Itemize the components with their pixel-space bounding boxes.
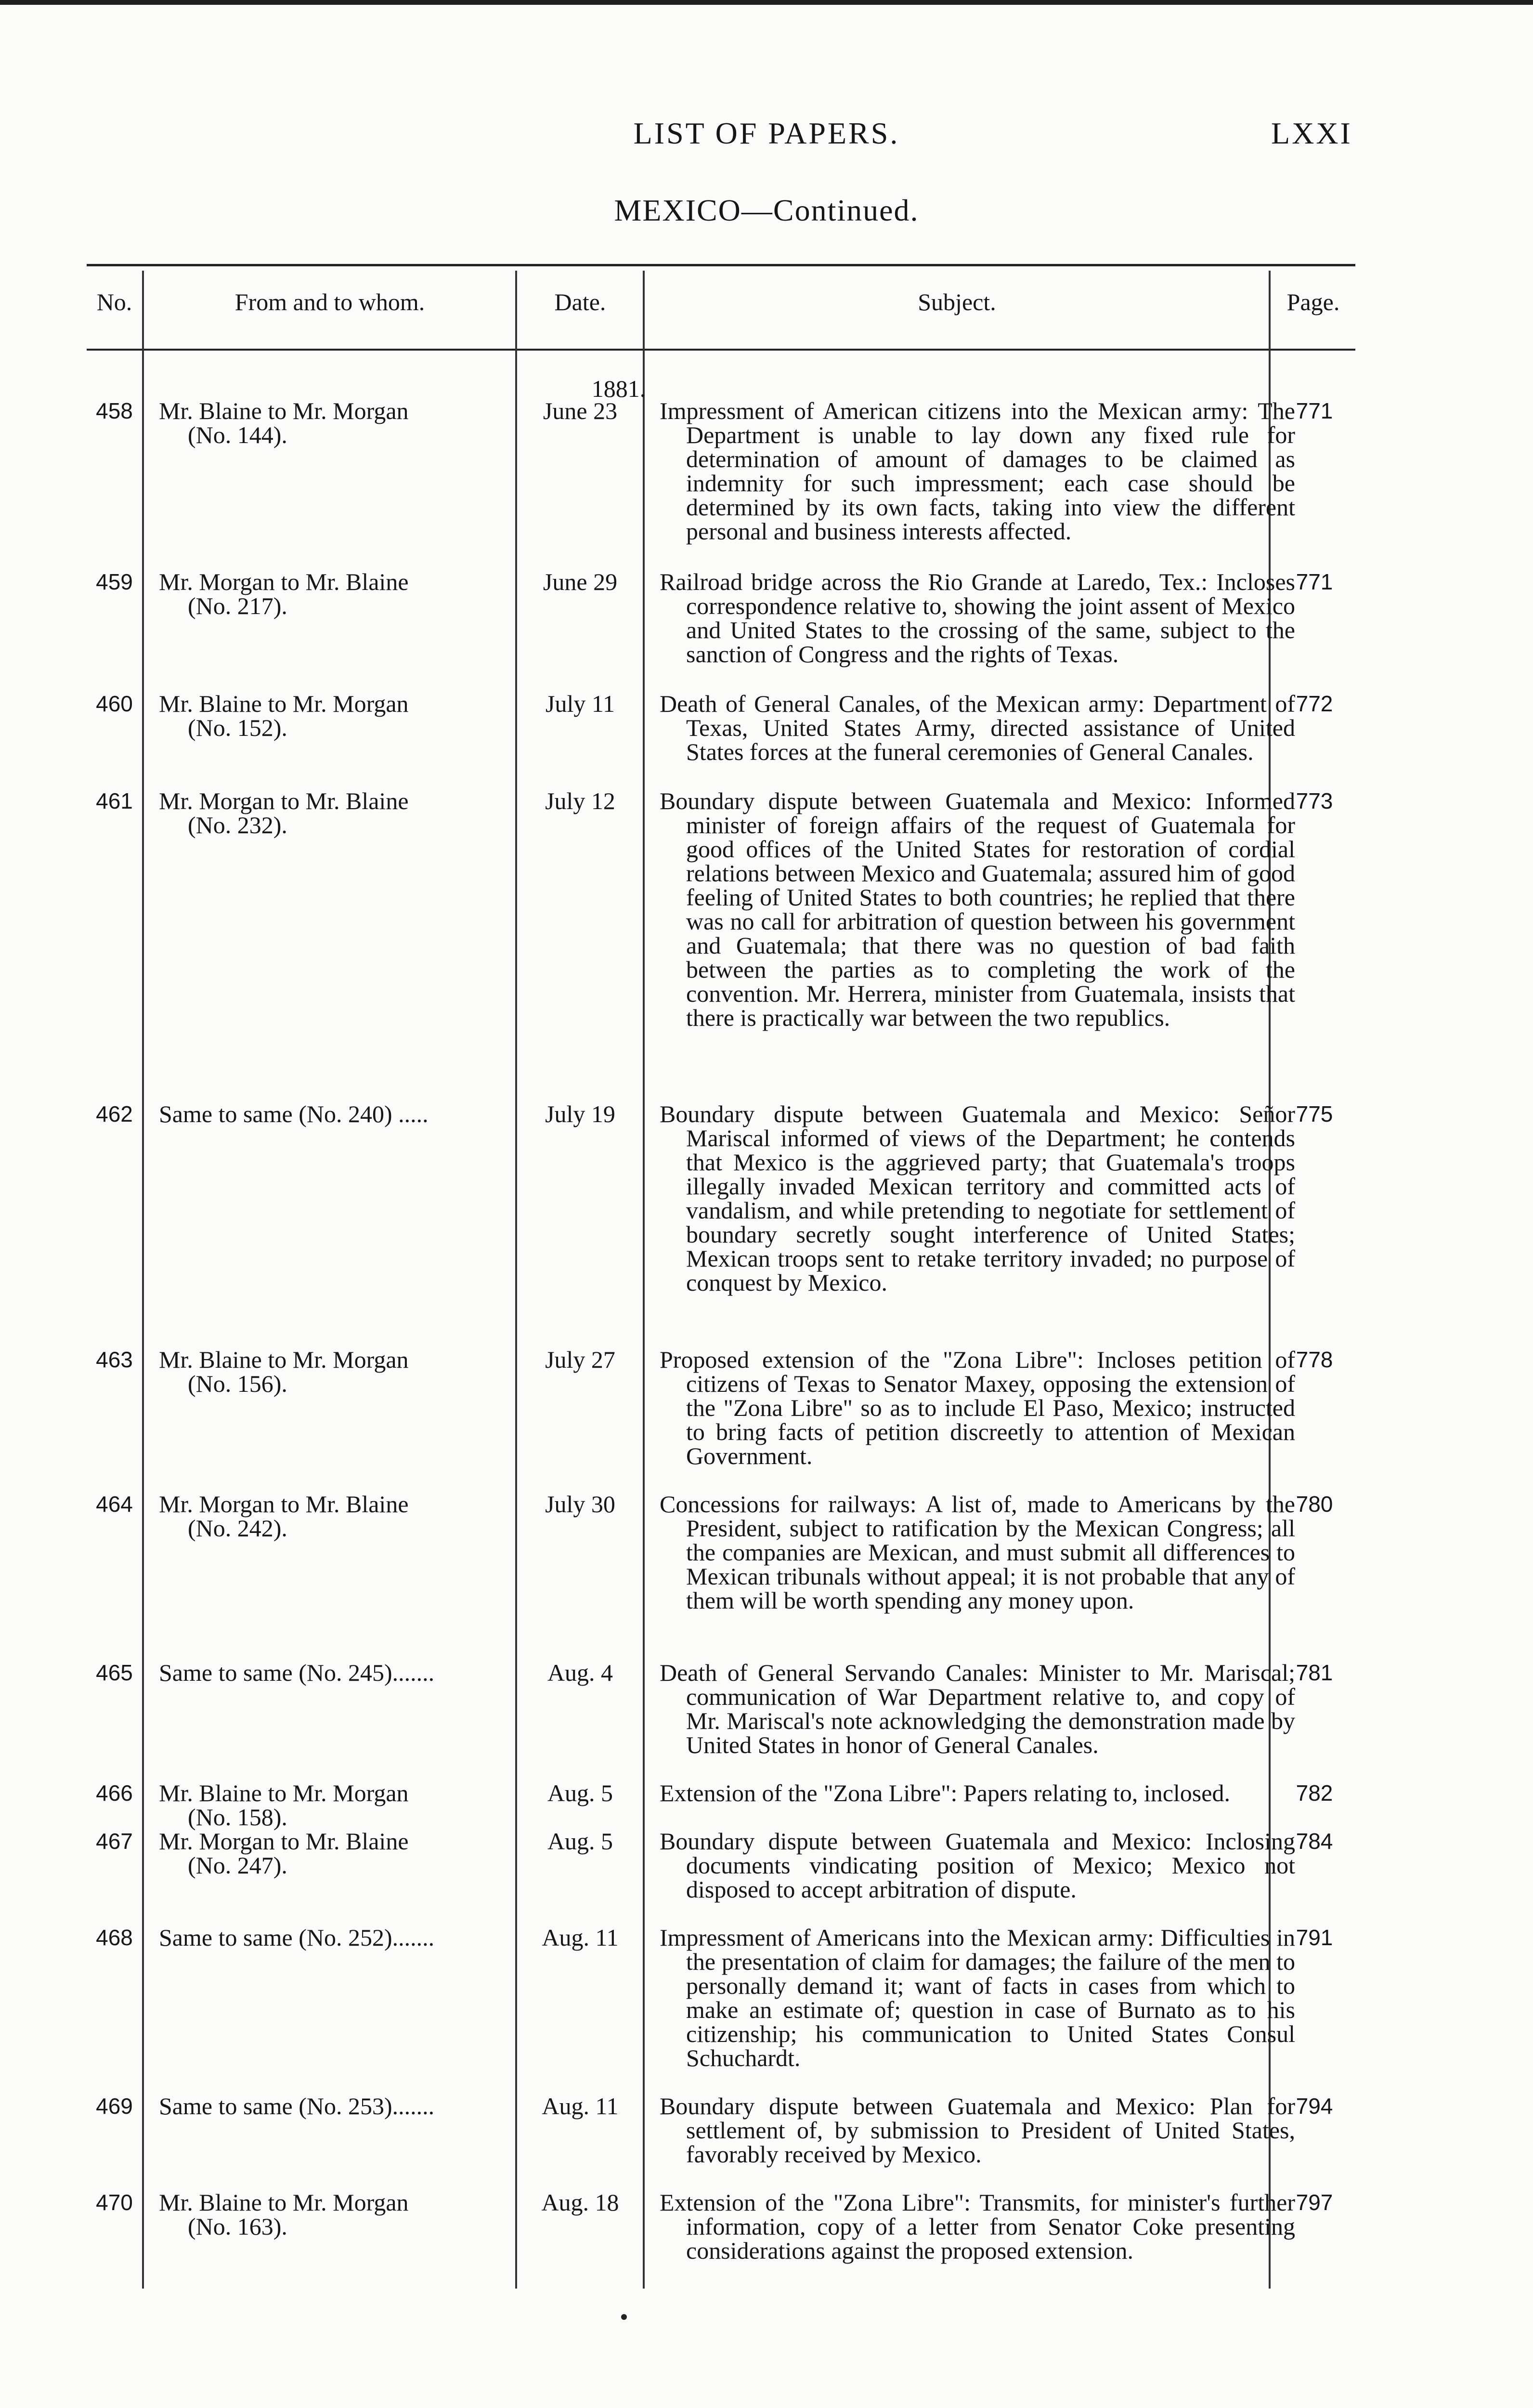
subject-cell: Concessions for railways: A list of, made to Americans by the President, subject to ratification by the Mexican Congress; all the companies are Mexican, and must submit all differences to Mexican tribunals without appeal; it is not probable that any of them will be worth spending any money upon. — [660, 1491, 1295, 1614]
despatch-number: (No. 152). — [188, 714, 287, 741]
paper-number: 467 — [96, 1829, 133, 1854]
paper-number: 458 — [96, 398, 133, 423]
from-to-line: Mr. Morgan to Mr. Blaine — [159, 787, 409, 814]
despatch-number: (No. 247). — [188, 1852, 287, 1879]
paper-number: 466 — [96, 1780, 133, 1806]
despatch-number: (No. 242). — [188, 1515, 287, 1542]
from-to-line: Mr. Blaine to Mr. Morgan — [159, 397, 409, 424]
page-reference: 772 — [1296, 691, 1333, 716]
paper-number: 465 — [96, 1660, 133, 1685]
from-to-line: Mr. Blaine to Mr. Morgan — [159, 690, 409, 717]
despatch-number: (No. 158). — [188, 1804, 287, 1831]
date-cell: Aug. 11 — [542, 1924, 619, 1951]
table-top-rule — [87, 264, 1355, 266]
from-to-line: Mr. Blaine to Mr. Morgan — [159, 1780, 409, 1806]
despatch-number: (No. 163). — [188, 2213, 287, 2240]
despatch-number: (No. 232). — [188, 811, 287, 838]
running-title: LIST OF PAPERS. — [633, 116, 900, 150]
subject-cell: Railroad bridge across the Rio Grande at Laredo, Tex.: Incloses correspondence relative to, showing the joint assent of Mexico and United States to the crossing of the same, subject to the sanction of Congress and the rights of Texas. — [660, 568, 1295, 667]
date-cell: June 23 — [543, 397, 618, 424]
subject-cell: Impressment of American citizens into the Mexican army: The Department is unable to lay down any fixed rule for determination of amount of damages to be claimed as indemnity for such impressment; each case should be determined by its own facts, taking into view the different personal and business interests affected. — [660, 397, 1295, 545]
from-to-line: Same to same (No. 245)....... — [159, 1659, 435, 1686]
date-cell: June 29 — [543, 568, 618, 595]
subject-cell: Proposed extension of the "Zona Libre": Incloses petition of citizens of Texas to Senator Maxey, opposing the extension of the "Zona Libre" so as to include El Paso, Mexico; instructed to bring facts of petition discreetly to attention of Mexican Government. — [660, 1346, 1295, 1469]
from-to-line: Mr. Morgan to Mr. Blaine — [159, 568, 409, 595]
page-number: LXXI — [1271, 116, 1352, 150]
subject-cell: Death of General Servando Canales: Minister to Mr. Mariscal; communication of War Department relative to, and copy of Mr. Mariscal's note acknowledging the demonstration made by United States in honor of General Canales. — [660, 1659, 1295, 1758]
subject-cell: Boundary dispute between Guatemala and Mexico: Plan for settlement of, by submission to President of United States, favorably received by Mexico. — [660, 2093, 1295, 2168]
date-cell: Aug. 18 — [541, 2189, 619, 2216]
date-cell: July 30 — [545, 1491, 615, 1518]
page-reference: 780 — [1296, 1492, 1333, 1517]
paper-number: 470 — [96, 2190, 133, 2215]
page-reference: 797 — [1296, 2190, 1333, 2215]
despatch-number: (No. 217). — [188, 592, 287, 619]
paper-number: 460 — [96, 691, 133, 716]
page-reference: 781 — [1296, 1660, 1333, 1685]
paper-number: 459 — [96, 569, 133, 594]
page-reference: 782 — [1296, 1780, 1333, 1806]
from-to-line: Mr. Morgan to Mr. Blaine — [159, 1491, 409, 1518]
paper-number: 463 — [96, 1347, 133, 1372]
from-to-line: Same to same (No. 252)....... — [159, 1924, 435, 1951]
page-reference: 778 — [1296, 1347, 1333, 1372]
from-to-line: Same to same (No. 240) ..... — [159, 1100, 429, 1127]
page-reference: 784 — [1296, 1829, 1333, 1854]
paper-number: 469 — [96, 2094, 133, 2119]
year-label: 1881. — [591, 375, 646, 402]
subject-cell: Extension of the "Zona Libre": Transmits, for minister's further information, copy of a letter from Senator Coke presenting considerations against the proposed extension. — [660, 2189, 1295, 2264]
paper-number: 461 — [96, 788, 133, 813]
date-cell: Aug. 4 — [547, 1659, 613, 1686]
paper-number: 464 — [96, 1492, 133, 1517]
subject-cell: Impressment of Americans into the Mexican army: Difficulties in the presentation of claim for damages; the failure of the men to personally demand it; want of facts in cases from which to make an estimate of; question in case of Burnato as to his citizenship; his communication to United States Consul Schuchardt. — [660, 1924, 1295, 2071]
ink-speck — [621, 2314, 627, 2320]
column-header-subject: Subject. — [918, 288, 996, 315]
subject-cell: Boundary dispute between Guatemala and Mexico: Señor Mariscal informed of views of the Department; he contends that Mexico is the aggrieved party; that Guatemala's troops illegally invaded Mexican territory and committed acts of vandalism, and while pretending to negotiate for settlement of boundary secretly sought interference of United States; Mexican troops sent to retake territory invaded; no purpose of conquest by Mexico. — [660, 1100, 1295, 1296]
from-to-line: Mr. Blaine to Mr. Morgan — [159, 1346, 409, 1373]
page-reference: 775 — [1296, 1101, 1333, 1126]
subject-cell: Boundary dispute between Guatemala and Mexico: Inclosing documents vindicating position of Mexico; Mexico not disposed to accept arbitration of dispute. — [660, 1828, 1295, 1903]
table-header-rule — [87, 349, 1355, 351]
subject-cell: Boundary dispute between Guatemala and Mexico: Informed minister of foreign affairs of the request of Guatemala for good offices of the United States for restoration of cordial relations between Mexico and Guatemala; assured him of good feeling of United States to both countries; he replied that there was no call for arbitration of question between his government and Guatemala; that there was no question of bad faith between the parties as to completing the work of the convention. Mr. Herrera, minister from Guatemala, insists that there is practically war between the two republics. — [660, 787, 1295, 1031]
page-reference: 791 — [1296, 1925, 1333, 1950]
from-to-line: Mr. Morgan to Mr. Blaine — [159, 1828, 409, 1855]
paper-number: 462 — [96, 1101, 133, 1126]
date-cell: Aug. 5 — [547, 1828, 613, 1855]
date-cell: July 11 — [546, 690, 615, 717]
column-header-no: No. — [96, 288, 132, 315]
despatch-number: (No. 144). — [188, 421, 287, 448]
page-reference: 771 — [1296, 569, 1333, 594]
subject-cell: Extension of the "Zona Libre": Papers relating to, inclosed. — [660, 1780, 1230, 1806]
date-cell: Aug. 11 — [542, 2093, 619, 2120]
page-reference: 773 — [1296, 788, 1333, 813]
from-to-line: Same to same (No. 253)....... — [159, 2093, 435, 2120]
section-title: MEXICO—Continued. — [614, 193, 919, 227]
page-top-rule — [0, 0, 1533, 5]
date-cell: July 27 — [545, 1346, 615, 1373]
date-cell: Aug. 5 — [547, 1780, 613, 1806]
column-header-date: Date. — [554, 288, 606, 315]
papers-table — [87, 264, 1355, 2291]
column-divider — [142, 271, 144, 2289]
from-to-line: Mr. Blaine to Mr. Morgan — [159, 2189, 409, 2216]
subject-cell: Death of General Canales, of the Mexican army: Department of Texas, United States Army, directed assistance of United States forces at the funeral ceremonies of General Canales. — [660, 690, 1295, 765]
column-header-from-to: From and to whom. — [234, 288, 425, 315]
column-header-page: Page. — [1286, 288, 1340, 315]
column-divider — [643, 271, 645, 2289]
date-cell: July 12 — [545, 787, 615, 814]
page-reference: 794 — [1296, 2094, 1333, 2119]
page-reference: 771 — [1296, 398, 1333, 423]
date-cell: July 19 — [545, 1100, 615, 1127]
paper-number: 468 — [96, 1925, 133, 1950]
despatch-number: (No. 156). — [188, 1370, 287, 1397]
